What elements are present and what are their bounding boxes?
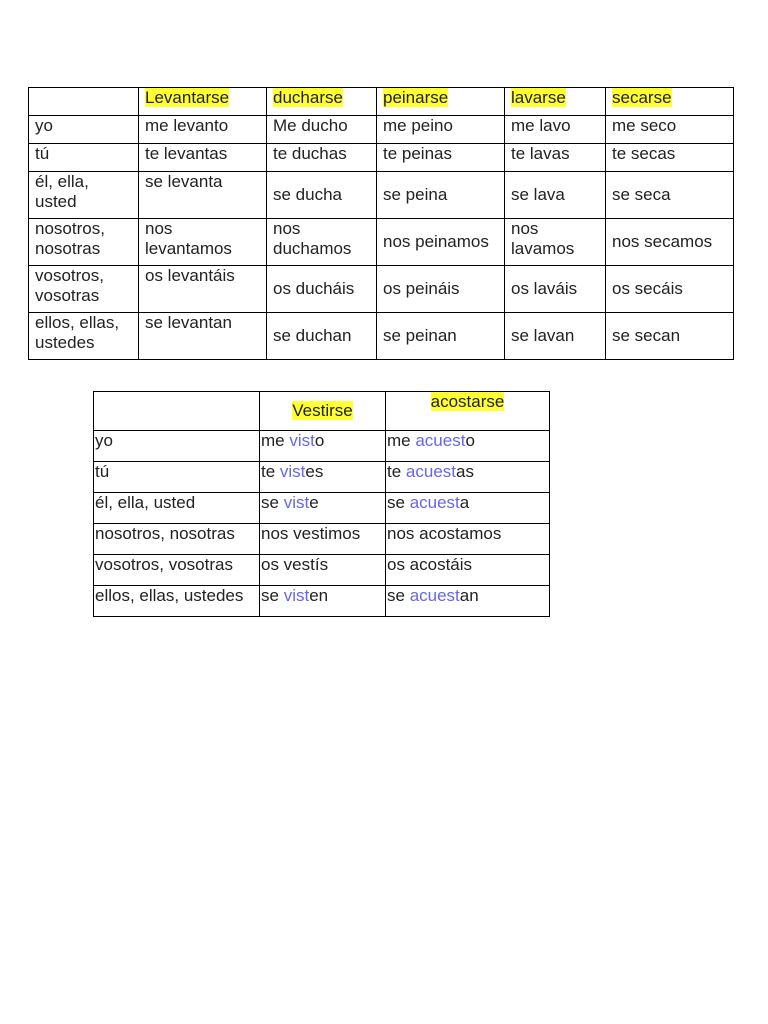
subject-cell: tú (29, 144, 139, 172)
ending-text: an (459, 586, 479, 605)
table-cell: me seco (606, 116, 734, 144)
table-cell: se secan (606, 313, 734, 360)
table-cell: se levanta (139, 172, 267, 219)
table-row (94, 493, 550, 524)
table-cell (386, 555, 550, 586)
stem-changing-verbs-table (93, 391, 550, 617)
table-cell (386, 493, 550, 524)
table-cell: Me ducho (267, 116, 377, 144)
table-cell (386, 586, 550, 617)
table-row (29, 219, 734, 266)
table-cell: nos duchamos (267, 219, 377, 266)
table-cell: nos lavamos (505, 219, 606, 266)
table-cell: nos levantamos (139, 219, 267, 266)
table-cell: te lavas (505, 144, 606, 172)
table-cell (260, 431, 386, 462)
subject-cell: nosotros, nosotras (94, 524, 260, 555)
table-cell (386, 462, 550, 493)
ending-text: o (314, 431, 325, 450)
conjugation-text: os vestís (261, 555, 329, 574)
table-row (29, 144, 734, 172)
table-cell: nos secamos (606, 219, 734, 266)
subject-cell: yo (29, 116, 139, 144)
pronoun-text: se (261, 586, 284, 605)
header-cell (260, 392, 386, 431)
table-cell: nos peinamos (377, 219, 505, 266)
header-cell (139, 88, 267, 116)
header-cell-empty (29, 88, 139, 116)
header-lavarse: lavarse (511, 88, 566, 107)
table-row (29, 313, 734, 360)
table-cell: os laváis (505, 266, 606, 313)
header-vestirse: Vestirse (292, 401, 353, 420)
table-cell (260, 462, 386, 493)
stem-text: acuest (405, 462, 456, 481)
table-row (94, 586, 550, 617)
table-header-row (94, 392, 550, 431)
stem-text: vist (279, 462, 306, 481)
header-ducharse: ducharse (273, 88, 343, 107)
table-cell: se peina (377, 172, 505, 219)
header-cell (386, 392, 550, 431)
table-cell: se lavan (505, 313, 606, 360)
stem-text: acuest (415, 431, 466, 450)
header-cell (267, 88, 377, 116)
subject-cell: yo (94, 431, 260, 462)
table-cell: os levantáis (139, 266, 267, 313)
table-cell: te duchas (267, 144, 377, 172)
header-peinarse: peinarse (383, 88, 449, 107)
table-header-row (29, 88, 734, 116)
table-cell: se ducha (267, 172, 377, 219)
header-levantarse: Levantarse (145, 88, 230, 107)
ending-text: e (309, 493, 319, 512)
table-cell (260, 493, 386, 524)
table-row (29, 116, 734, 144)
subject-cell: ellos, ellas, ustedes (94, 586, 260, 617)
pronoun-text: se (261, 493, 284, 512)
header-cell-empty (94, 392, 260, 431)
table-cell: se peinan (377, 313, 505, 360)
subject-cell: vosotros, vosotras (94, 555, 260, 586)
table-cell (260, 586, 386, 617)
table-row (94, 431, 550, 462)
stem-text: vist (283, 493, 310, 512)
pronoun-text: se (387, 493, 410, 512)
subject-cell: ellos, ellas, ustedes (29, 313, 139, 360)
table-cell: te secas (606, 144, 734, 172)
table-cell: me levanto (139, 116, 267, 144)
table-cell: me peino (377, 116, 505, 144)
subject-cell: él, ella, usted (94, 493, 260, 524)
header-acostarse: acostarse (430, 392, 505, 411)
header-cell (505, 88, 606, 116)
table-cell: te levantas (139, 144, 267, 172)
stem-text: acuest (409, 586, 460, 605)
table-cell: se lava (505, 172, 606, 219)
table-row (29, 172, 734, 219)
table-row (94, 524, 550, 555)
table-cell: me lavo (505, 116, 606, 144)
header-cell (606, 88, 734, 116)
ending-text: o (465, 431, 475, 450)
table-row (94, 555, 550, 586)
table-cell: os ducháis (267, 266, 377, 313)
table-cell: se duchan (267, 313, 377, 360)
table-cell (260, 555, 386, 586)
table-cell: os peináis (377, 266, 505, 313)
table-cell (260, 524, 386, 555)
stem-text: vist (289, 431, 315, 450)
subject-cell: vosotros, vosotras (29, 266, 139, 313)
ending-text: as (456, 462, 474, 481)
table-cell (386, 431, 550, 462)
conjugation-text: nos vestimos (261, 524, 361, 543)
table-cell: se seca (606, 172, 734, 219)
table-row (29, 266, 734, 313)
table-cell: se levantan (139, 313, 267, 360)
pronoun-text: te (387, 462, 406, 481)
pronoun-text: me (261, 431, 290, 450)
reflexive-verbs-table (28, 87, 734, 360)
table-cell: os secáis (606, 266, 734, 313)
pronoun-text: te (261, 462, 280, 481)
stem-text: acuest (409, 493, 460, 512)
ending-text: a (459, 493, 470, 512)
subject-cell: tú (94, 462, 260, 493)
ending-text: en (309, 586, 329, 605)
conjugation-text: os acostáis (387, 555, 473, 574)
table-row (94, 462, 550, 493)
table-cell: te peinas (377, 144, 505, 172)
stem-text: vist (283, 586, 310, 605)
header-cell (377, 88, 505, 116)
header-secarse: secarse (612, 88, 672, 107)
pronoun-text: me (387, 431, 416, 450)
subject-cell: él, ella, usted (29, 172, 139, 219)
conjugation-text: nos acostamos (387, 524, 502, 543)
pronoun-text: se (387, 586, 410, 605)
table-cell (386, 524, 550, 555)
ending-text: es (305, 462, 324, 481)
subject-cell: nosotros, nosotras (29, 219, 139, 266)
